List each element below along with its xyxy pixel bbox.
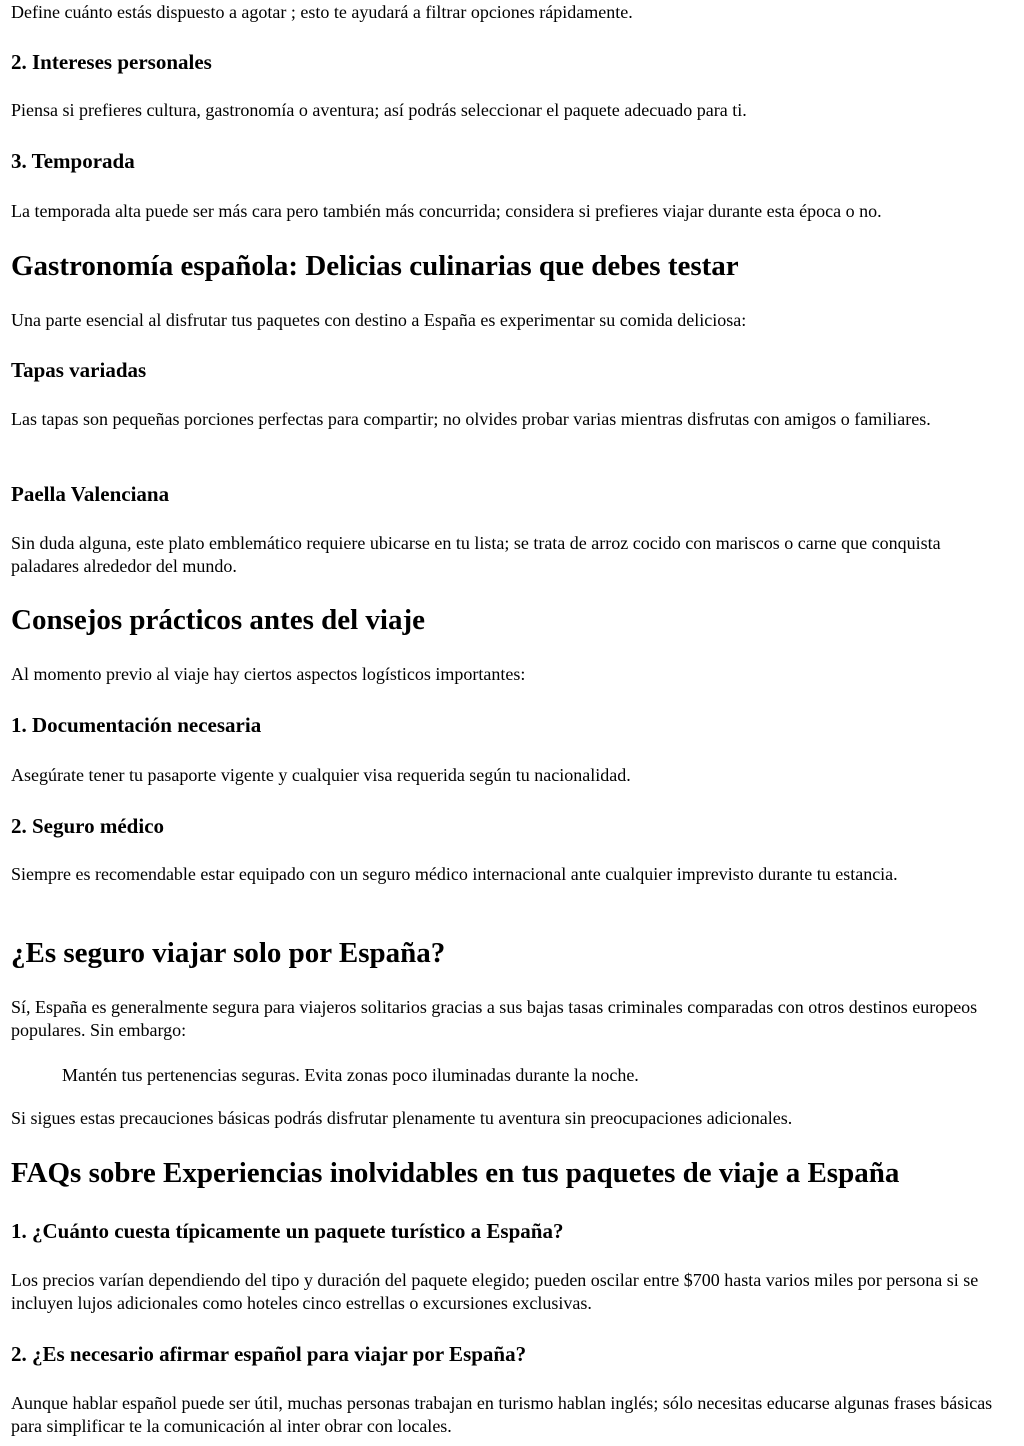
temporada-paragraph: La temporada alta puede ser más cara pero también más concurrida; considera si prefieres viajar durante esta época o no. [11, 201, 882, 221]
consejos-heading: Consejos prácticos antes del viaje [11, 604, 426, 636]
intereses-heading: 2. Intereses personales [11, 50, 212, 74]
documentacion-heading: 1. Documentación necesaria [11, 713, 262, 737]
gastronomia-heading: Gastronomía española: Delicias culinarias que debes testar [11, 250, 739, 282]
paella-paragraph: Sin duda alguna, este plato emblemático requiere ubicarse en tu lista; se trata de arroz cocido con mariscos o carne que conquista paladares alrededor del mundo. [11, 533, 941, 576]
faqs-heading: FAQs sobre Experiencias inolvidables en tus paquetes de viaje a España [11, 1157, 900, 1189]
paella-heading: Paella Valenciana [11, 482, 170, 506]
intereses-paragraph: Piensa si prefieres cultura, gastronomía o aventura; así podrás seleccionar el paquete adecuado para ti. [11, 100, 747, 120]
seguro-heading: 2. Seguro médico [11, 814, 165, 838]
budget-paragraph: Define cuánto estás dispuesto a agotar ; esto te ayudará a filtrar opciones rápidamente. [11, 2, 633, 22]
temporada-heading: 3. Temporada [11, 149, 135, 173]
faq-2-heading: 2. ¿Es necesario afirmar español para viajar por España? [11, 1342, 527, 1366]
gastronomia-intro: Una parte esencial al disfrutar tus paquetes con destino a España es experimentar su comida deliciosa: [11, 310, 747, 330]
tapas-heading: Tapas variadas [11, 358, 147, 382]
solo-heading: ¿Es seguro viajar solo por España? [11, 937, 446, 969]
faq-2-paragraph: Aunque hablar español puede ser útil, muchas personas trabajan en turismo hablan inglés; sólo necesitas educarse algunas frases básicas para simplificar te la comunicación al inter obrar con locales. [11, 1393, 993, 1436]
solo-paragraph: Sí, España es generalmente segura para viajeros solitarios gracias a sus bajas tasas criminales comparadas con otros destinos europeos populares. Sin embargo: [11, 997, 978, 1040]
tapas-paragraph: Las tapas son pequeñas porciones perfectas para compartir; no olvides probar varias mientras disfrutas con amigos o familiares. [11, 409, 931, 429]
consejos-intro: Al momento previo al viaje hay ciertos aspectos logísticos importantes: [11, 664, 526, 684]
seguro-paragraph: Siempre es recomendable estar equipado con un seguro médico internacional ante cualquier imprevisto durante tu estancia. [11, 864, 898, 884]
documentacion-paragraph: Asegúrate tener tu pasaporte vigente y cualquier visa requerida según tu nacionalidad. [11, 765, 631, 785]
safety-quote: Mantén tus pertenencias seguras. Evita zonas poco iluminadas durante la noche. [62, 1065, 639, 1085]
faq-1-paragraph: Los precios varían dependiendo del tipo y duración del paquete elegido; pueden oscilar entre $700 hasta varios miles por persona si se incluyen lujos adicionales como hoteles cinco estrellas o excursiones exclusivas. [11, 1270, 979, 1313]
faq-1-heading: 1. ¿Cuánto cuesta típicamente un paquete turístico a España? [11, 1219, 564, 1243]
solo-closing-paragraph: Si sigues estas precauciones básicas podrás disfrutar plenamente tu aventura sin preocupaciones adicionales. [11, 1108, 793, 1128]
